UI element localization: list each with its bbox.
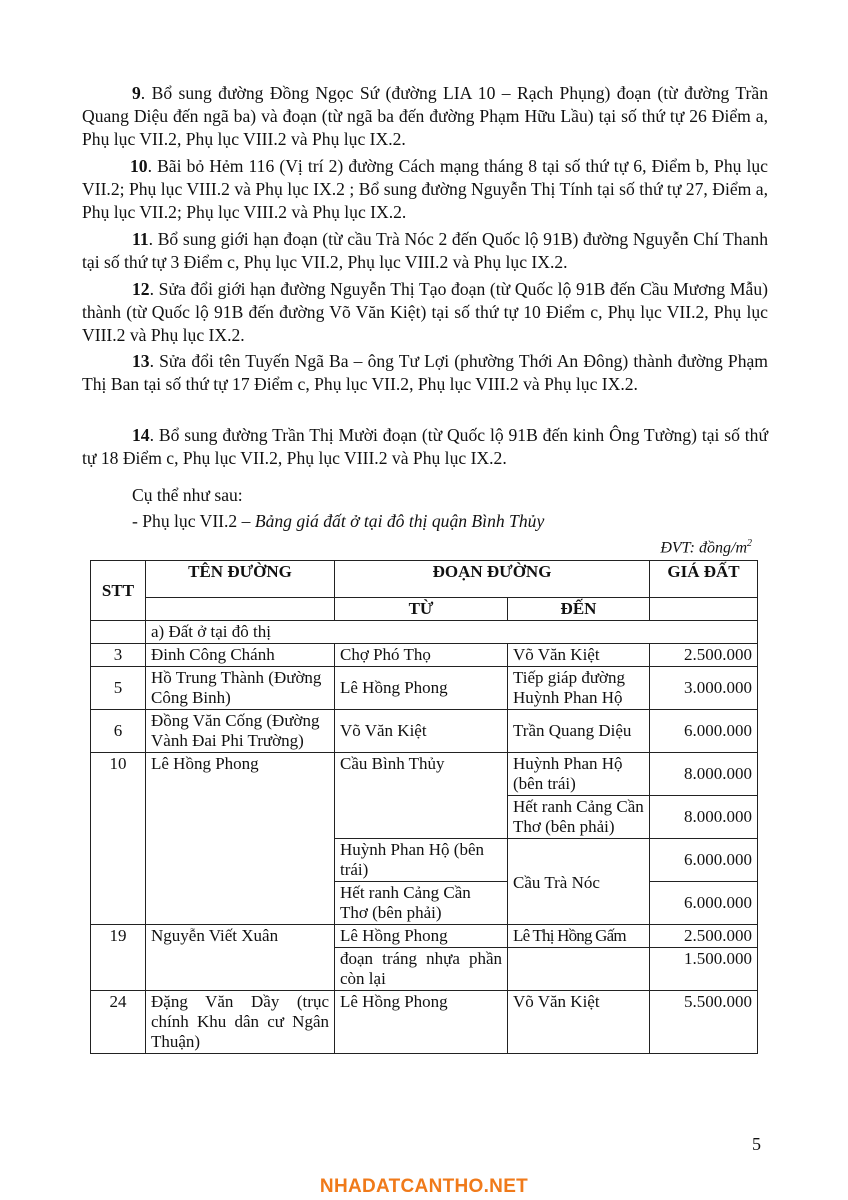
- price-cell: 2.500.000: [650, 925, 758, 948]
- unit-superscript: 2: [747, 538, 752, 549]
- price-cell: 8.000.000: [650, 796, 758, 839]
- to-cell: Tiếp giáp đường Huỳnh Phan Hộ: [508, 667, 650, 710]
- table-row: [91, 753, 758, 796]
- unit-text: ĐVT: đồng/m: [660, 539, 747, 557]
- street-cell: Đồng Văn Cống (Đường Vành Đai Phi Trường): [146, 710, 335, 753]
- stt-cell: 3: [91, 644, 146, 667]
- table-row: [91, 644, 758, 667]
- paragraph-text: . Bổ sung giới hạn đoạn (từ cầu Trà Nóc 2 đến Quốc lộ 91B) đường Nguyễn Chí Thanh tại số thứ tự 3 Điểm c, Phụ lục VII.2, Phụ lục VIII.2 và Phụ lục IX.2.: [82, 229, 768, 272]
- price-cell: 3.000.000: [650, 667, 758, 710]
- header-to: ĐẾN: [508, 598, 650, 621]
- from-cell: Hết ranh Cảng Cần Thơ (bên phải): [335, 882, 508, 925]
- paragraph-14: [82, 424, 768, 470]
- to-cell: Hết ranh Cảng Cần Thơ (bên phải): [508, 796, 650, 839]
- from-cell: Lê Hồng Phong: [335, 925, 508, 948]
- stt-cell: 6: [91, 710, 146, 753]
- header-street: TÊN ĐƯỜNG: [146, 561, 335, 598]
- paragraph-text: . Bổ sung đường Đồng Ngọc Sứ (đường LIA 10 – Rạch Phụng) đoạn (từ đường Trần Quang Diệu đến ngã ba) và đoạn (từ ngã ba đến đường Phạm Hữu Lầu) tại số thứ tự 26 Điểm a, Phụ lục VII.2, Phụ lục VIII.2 và Phụ lục IX.2.: [82, 83, 768, 149]
- street-cell: Lê Hồng Phong: [146, 753, 335, 925]
- footer-watermark: NHADATCANTHO.NET: [319, 1176, 529, 1197]
- paragraph-9: [82, 82, 768, 151]
- table-row: [91, 925, 758, 948]
- to-cell: Võ Văn Kiệt: [508, 644, 650, 667]
- to-cell: Lê Thị Hồng Gấm: [508, 925, 650, 948]
- street-cell: Đinh Công Chánh: [146, 644, 335, 667]
- paragraph-number: 11: [132, 229, 149, 249]
- land-price-table: [90, 560, 758, 1054]
- price-cell: 1.500.000: [650, 948, 758, 991]
- street-cell: Hồ Trung Thành (Đường Công Binh): [146, 667, 335, 710]
- from-cell: Lê Hồng Phong: [335, 991, 508, 1054]
- to-cell: Cầu Trà Nóc: [508, 839, 650, 925]
- paragraph-10: [82, 155, 768, 224]
- paragraph-text: . Bổ sung đường Trần Thị Mười đoạn (từ Quốc lộ 91B đến kinh Ông Tường) tại số thứ tự 18 Điểm c, Phụ lục VII.2, Phụ lục VIII.2 và Phụ lục IX.2.: [82, 425, 768, 468]
- from-cell: Huỳnh Phan Hộ (bên trái): [335, 839, 508, 882]
- section-label: a) Đất ở tại đô thị: [146, 621, 758, 644]
- header-row: [91, 561, 758, 598]
- paragraph-number: 10: [130, 156, 148, 176]
- price-cell: 6.000.000: [650, 710, 758, 753]
- table-row: [91, 991, 758, 1054]
- header-stt: STT: [91, 561, 146, 621]
- paragraph-number: 9: [132, 83, 141, 103]
- from-cell: Cầu Bình Thủy: [335, 753, 508, 839]
- table-row: [91, 667, 758, 710]
- paragraph-13: [82, 350, 768, 396]
- to-cell: Võ Văn Kiệt: [508, 991, 650, 1054]
- header-from: TỪ: [335, 598, 508, 621]
- header-price: GIÁ ĐẤT: [650, 561, 758, 598]
- paragraph-11: [82, 228, 768, 274]
- intro-text: Cụ thể như sau:: [132, 485, 243, 505]
- price-cell: 6.000.000: [650, 882, 758, 925]
- paragraph-number: 14: [132, 425, 150, 445]
- from-cell: Lê Hồng Phong: [335, 667, 508, 710]
- price-cell: 5.500.000: [650, 991, 758, 1054]
- price-cell: 6.000.000: [650, 839, 758, 882]
- from-cell: Võ Văn Kiệt: [335, 710, 508, 753]
- header-segment: ĐOẠN ĐƯỜNG: [335, 561, 650, 598]
- appendix-heading: [132, 510, 544, 533]
- stt-cell: 19: [91, 925, 146, 991]
- header-subrow: [91, 598, 758, 621]
- from-cell: Chợ Phó Thọ: [335, 644, 508, 667]
- stt-cell: 5: [91, 667, 146, 710]
- paragraph-text: . Sửa đổi giới hạn đường Nguyễn Thị Tạo đoạn (từ Quốc lộ 91B đến Cầu Mương Mẫu) thành (từ Quốc lộ 91B đến đường Võ Văn Kiệt) tại số thứ tự 10 Điểm c, Phụ lục VII.2, Phụ lục VIII.2 và Phụ lục IX.2.: [82, 279, 768, 345]
- paragraph-text: . Bãi bỏ Hẻm 116 (Vị trí 2) đường Cách mạng tháng 8 tại số thứ tự 6, Điểm b, Phụ lục VII.2; Phụ lục VIII.2 và Phụ lục IX.2 ; Bổ sung đường Nguyễn Thị Tính tại số thứ tự 27, Điểm a, Phụ lục VII.2; Phụ lục VIII.2 và Phụ lục IX.2.: [82, 156, 768, 222]
- section-row: [91, 621, 758, 644]
- to-cell: Trần Quang Diệu: [508, 710, 650, 753]
- stt-cell: 24: [91, 991, 146, 1054]
- paragraph-number: 12: [132, 279, 150, 299]
- paragraph-number: 13: [132, 351, 150, 371]
- street-cell: Đặng Văn Dầy (trục chính Khu dân cư Ngân Thuận): [146, 991, 335, 1054]
- to-cell: Huỳnh Phan Hộ (bên trái): [508, 753, 650, 796]
- price-cell: 8.000.000: [650, 753, 758, 796]
- street-cell: Nguyễn Viết Xuân: [146, 925, 335, 991]
- stt-cell: 10: [91, 753, 146, 925]
- page-number: 5: [752, 1134, 761, 1154]
- appendix-prefix: - Phụ lục VII.2 –: [132, 511, 255, 531]
- paragraph-text: . Sửa đổi tên Tuyến Ngã Ba – ông Tư Lợi (phường Thới An Đông) thành đường Phạm Thị Ban tại số thứ tự 17 Điểm c, Phụ lục VII.2, Phụ lục VIII.2 và Phụ lục IX.2.: [82, 351, 768, 394]
- from-cell: đoạn tráng nhựa phần còn lại: [335, 948, 508, 991]
- unit-label: [660, 538, 752, 557]
- table-row: [91, 710, 758, 753]
- paragraph-12: [82, 278, 768, 347]
- appendix-title: Bảng giá đất ở tại đô thị quận Bình Thủy: [254, 511, 545, 531]
- price-cell: 2.500.000: [650, 644, 758, 667]
